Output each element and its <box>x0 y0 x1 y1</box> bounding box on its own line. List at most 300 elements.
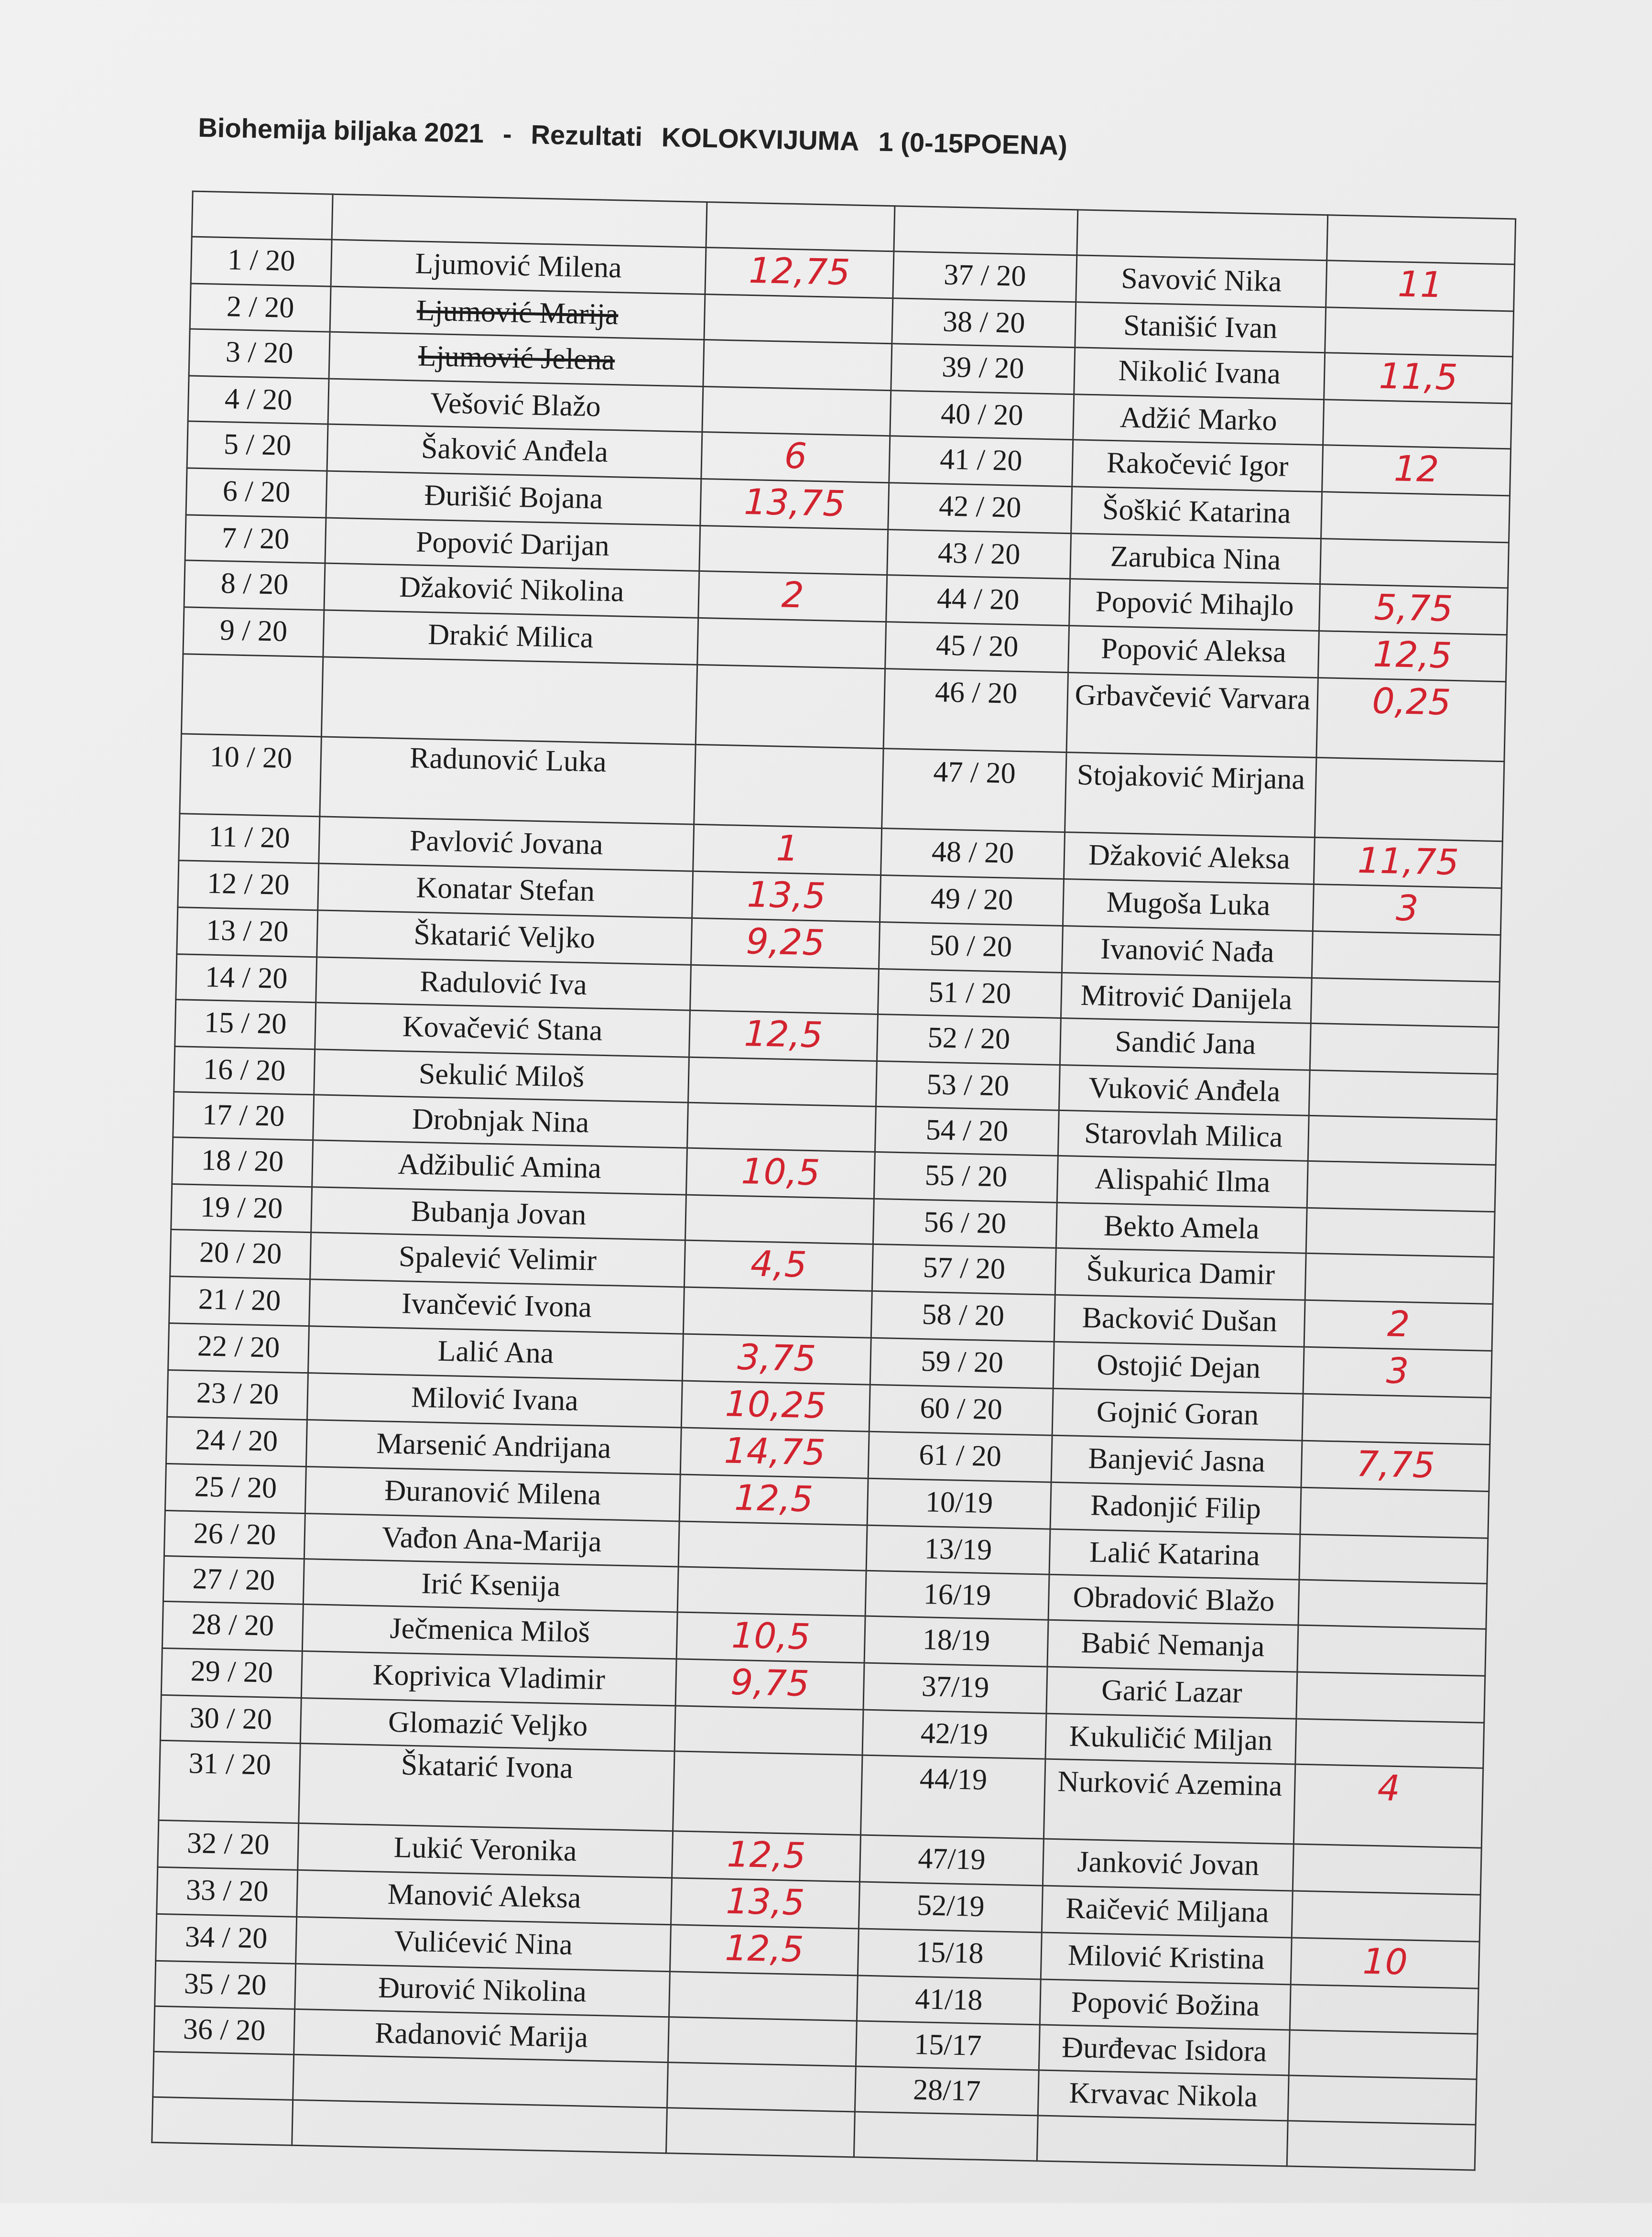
score-cell <box>701 432 890 482</box>
student-name: Gojnić Goran <box>1096 1395 1259 1431</box>
student-number: 22 / 20 <box>197 1330 280 1364</box>
student-number: 18 / 20 <box>201 1144 284 1178</box>
student-name: Alispahić Ilma <box>1094 1162 1271 1199</box>
student-name: Mugoša Luka <box>1106 885 1271 922</box>
student-number-cell <box>892 298 1076 348</box>
student-number-cell <box>167 1370 308 1419</box>
student-number-cell <box>188 376 329 424</box>
student-number-cell <box>857 1975 1041 2025</box>
score-cell <box>684 1240 873 1291</box>
score-cell <box>700 479 889 529</box>
student-name: Stanišić Ivan <box>1123 309 1278 345</box>
student-number: 19 / 20 <box>200 1190 283 1225</box>
student-name-cell <box>1075 302 1326 353</box>
student-name-cell <box>1038 2070 1289 2121</box>
student-number-cell <box>885 622 1069 673</box>
student-number-cell <box>177 907 318 957</box>
student-number-cell <box>185 515 326 563</box>
student-name-cell <box>1061 972 1312 1023</box>
score-cell <box>678 1521 867 1571</box>
title-exam: KOLOKVIJUMA <box>661 122 860 156</box>
student-number-cell <box>894 206 1078 255</box>
score-cell <box>1297 1625 1486 1676</box>
student-number-cell <box>192 191 333 240</box>
student-name-cell <box>306 1420 681 1474</box>
score-cell <box>696 665 885 748</box>
student-name-cell <box>1041 1932 1292 1985</box>
student-name: Škatarić Ivona <box>401 1748 574 1785</box>
student-number-cell <box>872 1244 1056 1295</box>
student-name-cell <box>1042 1886 1293 1938</box>
score-cell <box>1318 631 1507 682</box>
student-number: 3 / 20 <box>225 336 293 370</box>
score-cell <box>680 1428 869 1478</box>
score-cell <box>686 1148 875 1199</box>
student-name-cell <box>325 518 700 571</box>
student-name: Rakočević Igor <box>1106 446 1289 483</box>
student-name: Ivanović Nađa <box>1100 932 1275 969</box>
student-name: Zarubica Nina <box>1110 540 1281 577</box>
score-cell <box>1295 1719 1484 1768</box>
student-name: Ljumović Marija <box>416 294 619 331</box>
student-name-cell <box>1050 1482 1301 1534</box>
student-name: Glomazić Veljko <box>388 1705 588 1743</box>
student-number: 42/19 <box>920 1717 989 1751</box>
score-cell <box>1316 678 1506 762</box>
student-name: Krvavac Nikola <box>1068 2076 1258 2114</box>
score-cell <box>1315 758 1504 841</box>
student-number-cell <box>877 1014 1061 1065</box>
student-name-cell <box>323 610 698 665</box>
student-name: Savović Nika <box>1120 262 1282 298</box>
score-cell <box>1296 1672 1485 1723</box>
student-name: Vuković Anđela <box>1088 1071 1281 1108</box>
student-number: 57 / 20 <box>923 1251 1006 1286</box>
student-number: 1 / 20 <box>227 243 296 278</box>
student-number: 38 / 20 <box>942 305 1026 340</box>
score-cell <box>692 871 881 922</box>
score-cell <box>681 1381 870 1431</box>
score-cell <box>687 1102 876 1152</box>
student-name-cell <box>1070 534 1321 584</box>
student-number: 52 / 20 <box>927 1021 1011 1056</box>
student-number-cell <box>878 969 1062 1018</box>
student-name: Backović Dušan <box>1082 1301 1278 1338</box>
score-cell <box>671 1878 859 1929</box>
student-number: 41 / 20 <box>939 443 1023 477</box>
student-name: Koprivica Vladimir <box>372 1659 606 1696</box>
student-number-cell <box>869 1385 1053 1435</box>
student-number-cell <box>856 2021 1040 2070</box>
student-name-cell <box>1074 348 1325 400</box>
score-cell <box>1298 1580 1487 1629</box>
student-number-cell <box>866 1525 1050 1574</box>
student-name-cell <box>1054 1295 1305 1347</box>
score-cell <box>1327 215 1516 264</box>
handwritten-score: 3 <box>1386 1350 1410 1392</box>
score-cell <box>1313 884 1501 935</box>
student-number: 20 / 20 <box>199 1236 283 1270</box>
student-number: 51 / 20 <box>928 976 1011 1010</box>
student-number-cell <box>893 251 1077 302</box>
score-cell <box>1293 1764 1483 1848</box>
handwritten-score: 10 <box>1362 1941 1408 1983</box>
student-number-cell <box>887 530 1071 579</box>
score-cell <box>676 1612 865 1663</box>
student-name-cell <box>1065 753 1316 838</box>
student-name-cell <box>1062 926 1313 978</box>
student-number-cell <box>883 669 1068 753</box>
student-name-cell <box>316 957 691 1010</box>
student-number-cell <box>875 1106 1059 1156</box>
score-cell <box>1309 1070 1498 1119</box>
student-name: Bubanja Jovan <box>411 1195 587 1232</box>
student-name-cell <box>317 910 692 965</box>
student-name: Popović Mihajlo <box>1095 585 1294 622</box>
student-number-cell <box>879 922 1063 972</box>
student-name: Radunović Luka <box>409 742 607 778</box>
student-number-cell <box>881 829 1065 879</box>
student-number: 2 / 20 <box>226 290 294 325</box>
student-name: Mitrović Danijela <box>1080 979 1293 1016</box>
student-number-cell <box>854 2112 1038 2161</box>
student-name-cell <box>1053 1342 1304 1394</box>
student-name-cell <box>1068 626 1319 678</box>
student-name: Šaković Anđela <box>421 432 609 469</box>
student-number-cell <box>173 1092 314 1140</box>
handwritten-score: 4,5 <box>750 1243 807 1286</box>
student-name-cell <box>302 1604 677 1659</box>
student-name-cell <box>292 2100 667 2153</box>
student-name-cell <box>312 1140 687 1195</box>
score-cell <box>1319 584 1508 635</box>
score-cell <box>1293 1844 1481 1895</box>
student-name: Džaković Nikolina <box>399 570 625 608</box>
student-number-cell <box>874 1152 1058 1202</box>
student-name: Šoškić Katarina <box>1102 493 1291 530</box>
student-name-cell <box>331 240 706 294</box>
student-name: Džaković Aleksa <box>1088 839 1291 875</box>
student-number-cell <box>161 1648 302 1698</box>
score-cell <box>702 386 891 436</box>
student-number-cell <box>858 1929 1042 1979</box>
student-number: 29 / 20 <box>190 1655 273 1689</box>
student-name: Popović Božina <box>1070 1986 1260 2023</box>
student-name-cell <box>1046 1667 1297 1719</box>
student-name: Ljumović Jelena <box>418 339 615 377</box>
student-number: 36 / 20 <box>183 2012 266 2047</box>
student-number: 33 / 20 <box>185 1874 269 1908</box>
score-cell <box>672 1831 861 1882</box>
student-name-cell <box>315 1003 690 1057</box>
student-name: Obradović Blažo <box>1072 1581 1275 1618</box>
score-cell <box>691 918 880 969</box>
handwritten-score: 13,75 <box>743 481 846 525</box>
student-name: Ječmenica Miloš <box>389 1612 590 1649</box>
student-number: 60 / 20 <box>919 1391 1003 1426</box>
page-title <box>198 112 1087 162</box>
score-cell <box>1306 1208 1495 1257</box>
student-number-cell <box>864 1616 1048 1667</box>
student-number: 8 / 20 <box>220 567 289 601</box>
score-cell <box>679 1474 868 1525</box>
student-name-cell <box>301 1651 676 1705</box>
student-name: Radanović Marija <box>374 2017 588 2054</box>
student-name-cell <box>313 1095 688 1148</box>
score-cell <box>698 571 887 622</box>
title-separator: - <box>502 119 512 149</box>
student-name: Radonjić Filip <box>1090 1489 1261 1525</box>
student-number-cell <box>165 1463 306 1513</box>
student-number-cell <box>157 1867 298 1917</box>
student-name: Sekulić Miloš <box>418 1057 585 1094</box>
student-number-cell <box>181 654 323 737</box>
student-name: Popović Darijan <box>415 525 610 562</box>
student-name: Marsenić Andrijana <box>376 1427 611 1465</box>
student-number-cell <box>180 734 321 817</box>
student-name-cell <box>332 194 707 247</box>
student-name-cell <box>318 863 693 918</box>
student-number: 11 / 20 <box>208 820 291 855</box>
student-number-cell <box>859 1835 1043 1886</box>
student-number: 14 / 20 <box>205 960 288 995</box>
handwritten-score: 11,5 <box>1378 355 1458 399</box>
student-name-cell <box>1077 210 1328 261</box>
student-name: Pavlović Jovana <box>409 824 604 861</box>
handwritten-score: 12,5 <box>724 1927 804 1971</box>
student-name-cell <box>326 471 701 525</box>
student-number: 16/19 <box>923 1578 991 1612</box>
student-name: Konatar Stefan <box>415 871 595 908</box>
student-name-cell <box>1037 2116 1288 2166</box>
student-number: 35 / 20 <box>184 1967 267 2002</box>
student-name-cell <box>1071 487 1322 539</box>
score-cell <box>1292 1891 1480 1942</box>
student-number-cell <box>162 1601 303 1651</box>
student-name: Nikolić Ivana <box>1118 354 1281 391</box>
student-number: 34 / 20 <box>185 1921 268 1955</box>
student-name-cell <box>304 1514 679 1567</box>
student-number-cell <box>880 875 1064 926</box>
student-number: 44/19 <box>919 1762 988 1797</box>
score-cell <box>704 295 893 344</box>
student-name: Janković Jovan <box>1076 1845 1260 1882</box>
score-cell <box>705 248 894 298</box>
score-cell <box>706 202 895 251</box>
student-number: 61 / 20 <box>918 1438 1002 1473</box>
score-cell <box>689 1010 878 1061</box>
student-number-cell <box>868 1431 1052 1482</box>
handwritten-score: 2 <box>781 574 804 616</box>
student-name-cell <box>1072 440 1323 492</box>
handwritten-score: 0,25 <box>1371 680 1452 723</box>
handwritten-score: 12,75 <box>748 250 851 294</box>
student-number: 16 / 20 <box>203 1053 286 1087</box>
student-number: 31 / 20 <box>188 1747 272 1781</box>
student-name-cell <box>1056 1202 1307 1253</box>
handwritten-score: 14,75 <box>723 1430 826 1473</box>
student-number: 37 / 20 <box>943 258 1027 293</box>
student-number-cell <box>166 1417 307 1466</box>
student-number-cell <box>890 391 1074 440</box>
score-cell <box>1289 2030 1478 2079</box>
student-name: Đuranović Milena <box>384 1474 601 1512</box>
handwritten-score: 10,5 <box>740 1151 821 1194</box>
handwritten-score: 10,25 <box>724 1383 827 1427</box>
student-number-cell <box>190 284 331 332</box>
student-name-cell <box>1060 1018 1311 1070</box>
student-number: 18/19 <box>922 1623 990 1658</box>
score-cell <box>693 824 882 875</box>
student-name-cell <box>1055 1248 1306 1300</box>
student-number-cell <box>855 2066 1039 2116</box>
student-number-cell <box>882 749 1066 832</box>
student-name: Garić Lazar <box>1101 1674 1243 1710</box>
student-number-cell <box>164 1510 305 1559</box>
score-cell <box>673 1751 862 1835</box>
student-number: 21 / 20 <box>198 1283 281 1317</box>
student-name: Ostojić Dejan <box>1096 1348 1261 1385</box>
student-name-cell <box>330 286 705 339</box>
student-name-cell <box>293 2054 668 2107</box>
student-number: 40 / 20 <box>940 397 1024 432</box>
student-name: Lukić Veronika <box>393 1831 577 1868</box>
score-cell <box>1322 445 1511 496</box>
score-cell <box>674 1706 863 1755</box>
score-cell <box>683 1287 872 1338</box>
student-number: 15 / 20 <box>204 1006 287 1041</box>
student-name: Ivančević Ivona <box>401 1287 592 1324</box>
student-number-cell <box>172 1137 313 1187</box>
handwritten-score: 10,5 <box>731 1615 811 1658</box>
score-cell <box>703 340 892 391</box>
handwritten-score: 12,5 <box>743 1013 824 1056</box>
handwritten-score: 7,75 <box>1356 1443 1435 1486</box>
student-number: 45 / 20 <box>935 629 1019 663</box>
student-name-cell <box>300 1698 675 1751</box>
score-cell <box>1299 1534 1488 1583</box>
student-name-cell <box>298 1823 673 1877</box>
student-number: 47 / 20 <box>933 755 1016 790</box>
score-cell <box>1320 539 1509 588</box>
handwritten-score: 12,5 <box>1372 633 1453 677</box>
score-cell <box>699 525 888 575</box>
student-number-cell <box>187 421 328 471</box>
student-number-cell <box>156 1914 297 1964</box>
handwritten-score: 6 <box>783 435 807 477</box>
student-number: 9 / 20 <box>219 613 288 648</box>
student-number-cell <box>191 237 332 286</box>
score-cell <box>666 2108 855 2157</box>
student-number-cell <box>176 954 317 1003</box>
student-name-cell <box>1076 255 1327 307</box>
student-name-cell <box>1043 1839 1293 1891</box>
student-number-cell <box>183 607 324 657</box>
score-cell <box>1300 1487 1489 1538</box>
score-cell <box>694 744 883 828</box>
handwritten-score: 9,25 <box>745 921 826 964</box>
handwritten-score: 11 <box>1397 263 1444 306</box>
score-cell <box>1287 2121 1476 2170</box>
score-cell <box>1326 261 1515 311</box>
student-number-cell <box>873 1199 1057 1248</box>
student-number: 17 / 20 <box>202 1098 285 1133</box>
score-cell <box>677 1567 866 1616</box>
student-number-cell <box>186 468 327 518</box>
student-number: 53 / 20 <box>926 1068 1010 1102</box>
student-name: Nurković Azemina <box>1057 1765 1283 1802</box>
student-number: 25 / 20 <box>194 1470 277 1505</box>
student-name: Vađon Ana-Marija <box>381 1521 602 1559</box>
student-number: 24 / 20 <box>195 1423 278 1458</box>
student-number-cell <box>170 1230 311 1279</box>
student-name: Vešović Blažo <box>430 387 601 423</box>
score-cell <box>1324 353 1513 404</box>
student-name: Irić Ksenija <box>421 1567 561 1603</box>
handwritten-score: 13,5 <box>725 1880 805 1924</box>
score-cell <box>1305 1253 1494 1304</box>
student-number: 39 / 20 <box>941 350 1025 385</box>
student-name-cell <box>1049 1529 1300 1580</box>
student-number-cell <box>163 1556 304 1604</box>
student-name-cell <box>1066 673 1318 758</box>
student-name: Spalević Velimir <box>398 1240 597 1277</box>
student-number: 15/17 <box>913 2028 982 2062</box>
student-number: 56 / 20 <box>924 1206 1007 1240</box>
student-name-cell <box>1073 394 1324 445</box>
student-number: 15/18 <box>915 1936 984 1970</box>
student-name-cell <box>1069 579 1320 631</box>
score-cell <box>1311 978 1500 1027</box>
student-name-cell <box>294 2009 669 2062</box>
student-name-cell <box>1040 1979 1291 2030</box>
student-name: Đurđevac Isidora <box>1061 2031 1267 2068</box>
student-name: Stojaković Mirjana <box>1076 758 1305 796</box>
score-cell <box>1304 1300 1493 1351</box>
student-name: Babić Nemanja <box>1080 1626 1265 1663</box>
student-name-cell <box>311 1187 686 1240</box>
student-name: Drakić Milica <box>427 618 594 655</box>
student-number-cell <box>159 1740 300 1823</box>
student-number-cell <box>859 1882 1043 1932</box>
student-number: 30 / 20 <box>189 1702 272 1736</box>
student-name: Adžibulić Amina <box>397 1147 602 1185</box>
score-cell <box>675 1659 864 1710</box>
student-name: Popović Aleksa <box>1100 632 1287 669</box>
student-number-cell <box>171 1184 312 1233</box>
student-number: 5 / 20 <box>223 428 292 462</box>
student-name: Banjević Jasna <box>1087 1442 1266 1479</box>
student-number-cell <box>888 483 1072 534</box>
score-cell <box>1312 931 1500 982</box>
score-cell <box>1291 1938 1479 1988</box>
student-name: Lalić Ana <box>437 1334 554 1370</box>
student-number: 49 / 20 <box>930 882 1013 917</box>
student-name-cell <box>297 1870 672 1924</box>
student-name: Vulićević Nina <box>393 1925 573 1961</box>
student-name: Bekto Amela <box>1103 1209 1260 1245</box>
student-number: 48 / 20 <box>931 835 1014 870</box>
student-name-cell <box>309 1279 685 1334</box>
student-name: Drobnjak Nina <box>412 1102 589 1139</box>
student-number-cell <box>189 329 330 379</box>
student-number-cell <box>876 1061 1060 1110</box>
student-number-cell <box>867 1478 1051 1529</box>
student-name: Ljumović Milena <box>414 247 622 284</box>
student-number: 54 / 20 <box>925 1113 1009 1148</box>
student-name: Sandić Jana <box>1114 1025 1256 1061</box>
student-name: Radulović Iva <box>419 965 587 1002</box>
